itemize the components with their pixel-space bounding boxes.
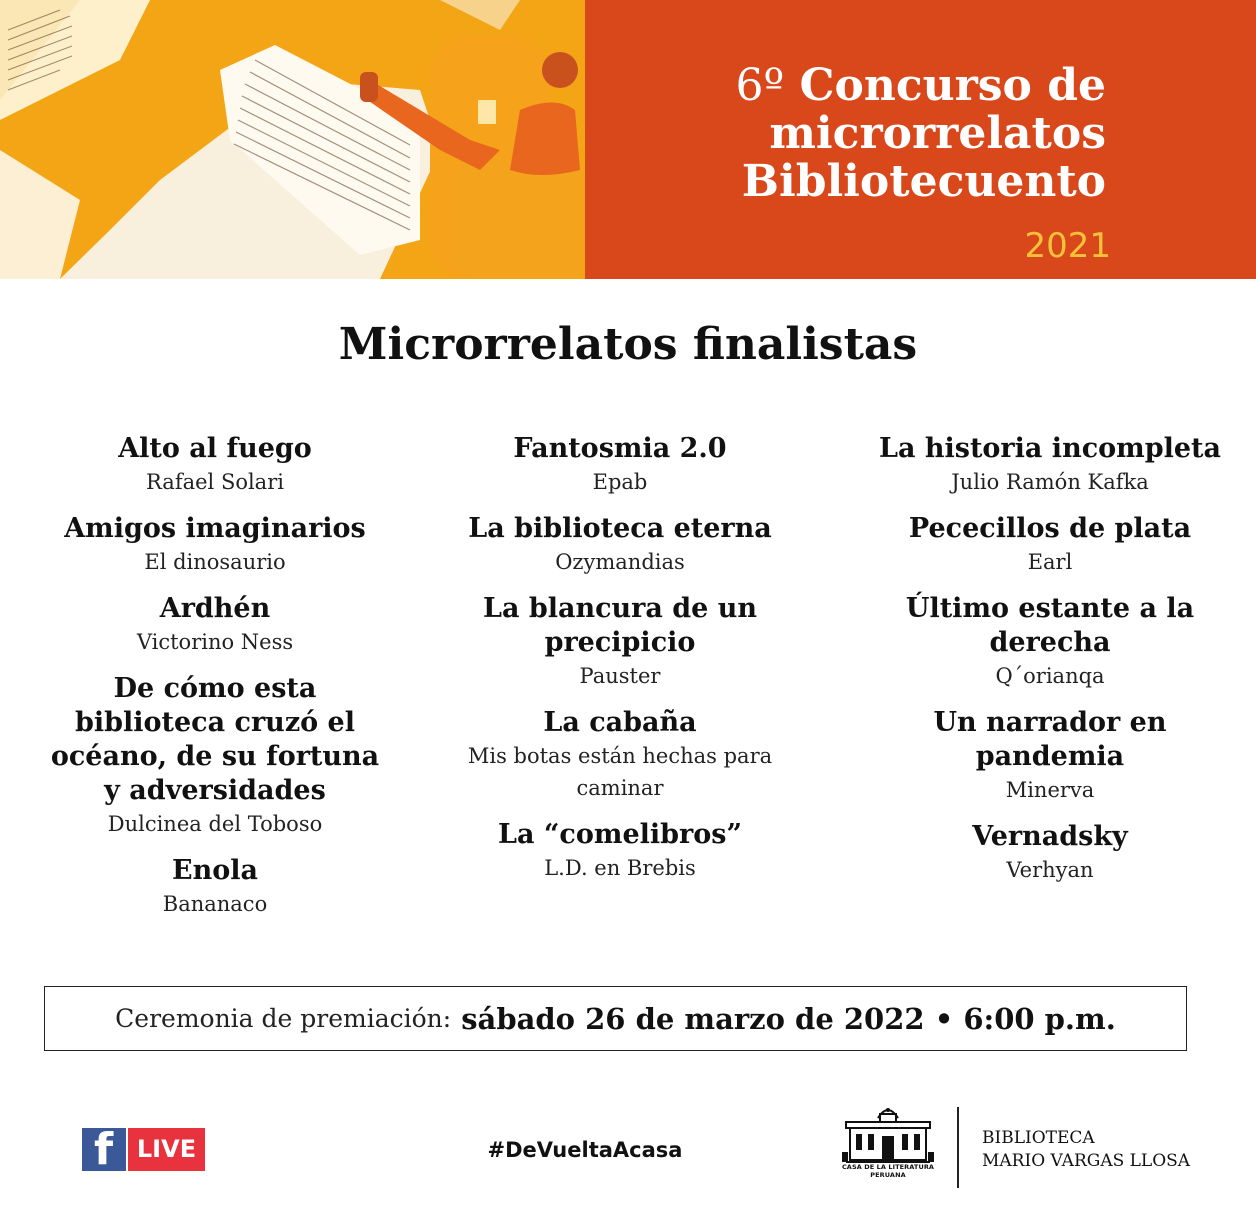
ceremony-box [44,986,1187,1051]
casa-caption: CASA DE LA LITERATURA PERUANA [841,1163,935,1179]
finalist-author: Victorino Ness [136,630,294,654]
finalist-entry [40,432,390,498]
banner-title-line1: Concurso de [799,60,1106,111]
finalist-title: La “comelibros” [498,819,742,850]
finalist-entry [40,512,390,578]
finalist-author: Epab [592,470,648,494]
ceremony-label: Ceremonia de premiación: [115,1004,452,1033]
hashtag: #DeVueltaAcasa [487,1138,683,1162]
finalist-title: Ardhén [159,593,271,624]
finalist-author: Ozymandias [555,550,685,574]
banner-year: 2021 [1024,226,1111,266]
finalist-title: Amigos imaginarios [64,513,366,544]
banner-title [586,62,1106,206]
finalist-author: Dulcinea del Toboso [107,812,323,836]
finalist-entry [870,592,1230,692]
finalist-title: La cabaña [543,707,697,738]
finalist-author: L.D. en Brebis [544,856,696,880]
finalist-author: Mis botas están hechas para caminar [467,744,773,800]
finalist-title: Enola [172,855,258,886]
finalist-title: Pececillos de plata [908,513,1192,544]
finalist-entry [445,818,795,884]
finalist-author: Bananaco [162,892,268,916]
finalist-title: Último estante a la derecha [905,593,1195,658]
finalist-title: De cómo esta biblioteca cruzó el océano, de su fortuna y adversidades [50,673,380,806]
reading-illustration [0,0,585,279]
finalist-title: La biblioteca eterna [468,513,772,544]
finalist-entry [445,706,795,804]
finalist-title: Alto al fuego [118,433,312,464]
finalist-entry [445,512,795,578]
banner-illustration [0,0,585,279]
banner-title-area [585,0,1256,279]
finalist-author: Earl [1027,550,1073,574]
finalist-title: Fantosmia 2.0 [513,433,727,464]
finalist-author: Julio Ramón Kafka [951,470,1149,494]
live-label: LIVE [128,1128,205,1171]
finalist-entry [870,820,1230,886]
finalist-title: La blancura de un precipicio [482,593,758,658]
finalist-author: El dinosaurio [144,550,286,574]
library-line2: MARIO VARGAS LLOSA [982,1151,1191,1171]
banner-title-number: 6º [735,60,785,111]
finalist-author: Q´orianqa [995,664,1105,688]
finalist-author: Verhyan [1006,858,1094,882]
finalists-column-1 [40,432,390,934]
finalist-entry [40,854,390,920]
finalist-entry [40,672,390,840]
finalist-author: Rafael Solari [146,470,284,494]
finalist-entry [870,512,1230,578]
facebook-live-badge [82,1124,205,1175]
footer-divider [957,1107,959,1188]
finalist-title: Un narrador en pandemia [933,707,1167,772]
finalist-entry [40,592,390,658]
finalists-column-2 [445,432,795,898]
library-name [982,1127,1190,1173]
page-title: Microrrelatos finalistas [338,319,918,370]
finalist-entry [870,706,1230,806]
library-line1: BIBLIOTECA [982,1128,1095,1148]
banner-title-line2: microrrelatos [769,108,1106,159]
finalist-entry [870,432,1230,498]
banner-title-line3: Bibliotecuento [741,156,1106,207]
finalist-title: Vernadsky [972,821,1128,852]
finalist-title: La historia incompleta [878,433,1221,464]
finalist-entry [445,432,795,498]
facebook-icon: f [82,1128,126,1171]
finalist-author: Minerva [1005,778,1095,802]
finalist-entry [445,592,795,692]
banner [0,0,1256,279]
finalist-author: Pauster [579,664,661,688]
finalists-column-3 [870,432,1230,900]
ceremony-date: sábado 26 de marzo de 2022 • 6:00 p.m. [461,1001,1116,1036]
